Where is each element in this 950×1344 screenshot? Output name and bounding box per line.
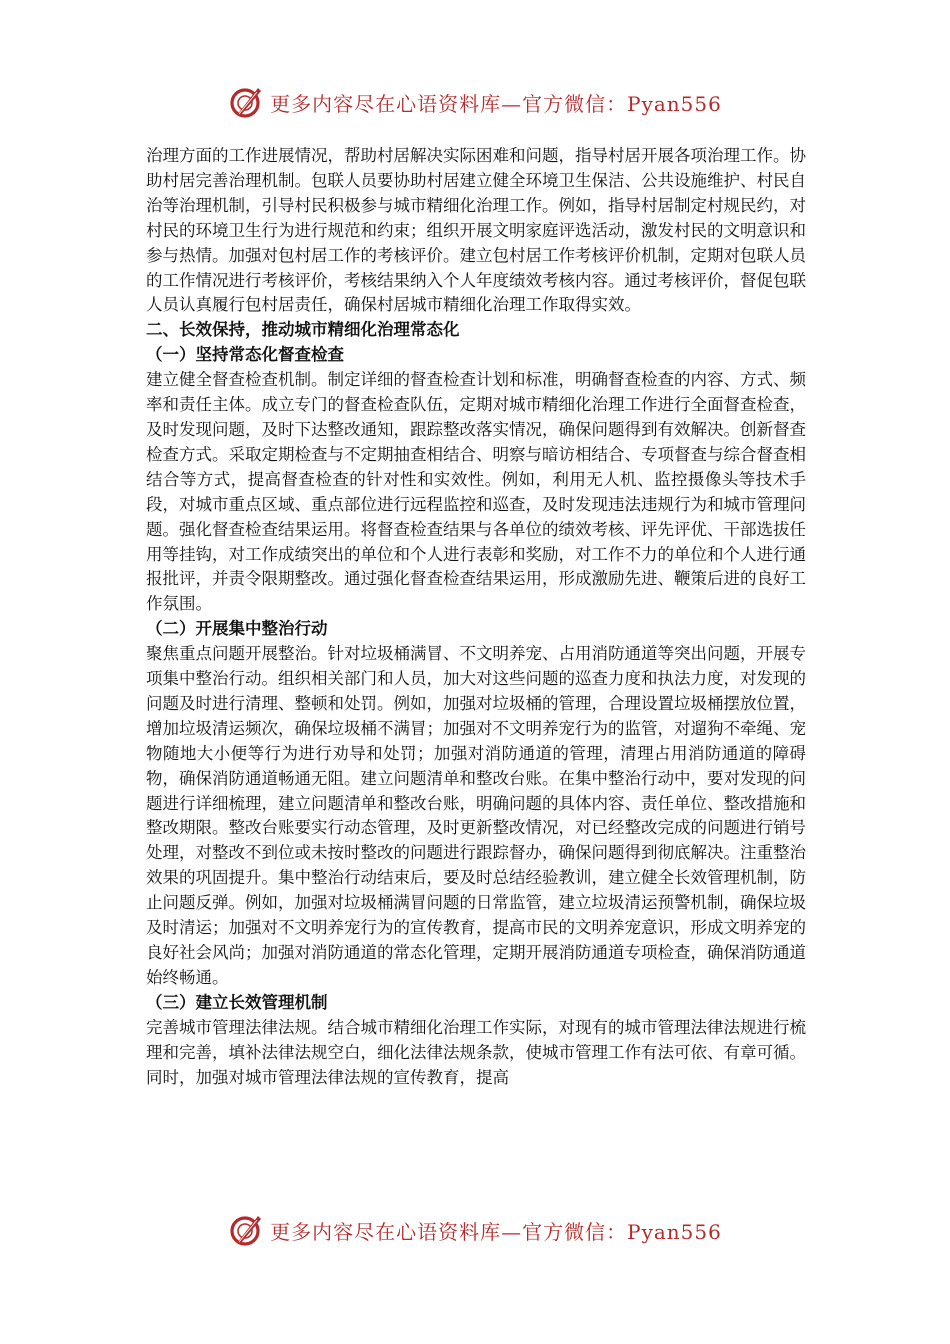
subsection-3-paragraph: 完善城市管理法律法规。结合城市精细化治理工作实际，对现有的城市管理法律法规进行梳理和完善，填补法律法规空白，细化法律法规条款，使城市管理工作有法可依、有章可循。同时，加强对城市管理法律法规的宣传教育，提高 — [146, 1017, 806, 1087]
subsection-2-heading: （二）开展集中整治行动 — [146, 619, 328, 639]
subsection-3-heading: （三）建立长效管理机制 — [146, 992, 328, 1012]
subsection-1-paragraph: 建立健全督查检查机制。制定详细的督查检查计划和标准，明确督查检查的内容、方式、频率和责任主体。成立专门的督查检查队伍，定期对城市精细化治理工作进行全面督查检查，及时发现问题，及时下达整改通知，跟踪整改落实情况，确保问题得到有效解决。创新督查检查方式。采取定期检查与不定期抽查相结合、明察与暗访相结合、专项督查与综合督查相结合等方式，提高督查检查的针对性和实效性。例如，利用无人机、监控摄像头等技术手段，对城市重点区域、重点部位进行远程监控和巡查，及时发现违法违规行为和城市管理问题。强化督查检查结果运用。将督查检查结果与各单位的绩效考核、评先评优、干部选拔任用等挂钩，对工作成绩突出的单位和个人进行表彰和奖励，对工作不力的单位和个人进行通报批评，并责令限期整改。通过强化督查检查结果运用，形成激励先进、鞭策后进的良好工作氛围。 — [146, 370, 806, 614]
header-watermark-banner — [0, 82, 950, 122]
quill-seal-logo-icon — [228, 84, 264, 120]
footer-watermark-banner — [0, 1210, 950, 1250]
header-watermark-text: 更多内容尽在心语资料库—官方微信：Pyan556 — [270, 91, 722, 116]
document-body — [146, 144, 806, 1090]
subsection-2-paragraph: 聚焦重点问题开展整治。针对垃圾桶满冒、不文明养宠、占用消防通道等突出问题，开展专项集中整治行动。组织相关部门和人员，加大对这些问题的巡查力度和执法力度，对发现的问题及时进行清理、整顿和处罚。例如，加强对垃圾桶的管理，合理设置垃圾桶摆放位置，增加垃圾清运频次，确保垃圾桶不满冒；加强对不文明养宠行为的监管，对遛狗不牵绳、宠物随地大小便等行为进行劝导和处罚；加强对消防通道的管理，清理占用消防通道的障碍物，确保消防通道畅通无阻。建立问题清单和整改台账。在集中整治行动中，要对发现的问题进行详细梳理，建立问题清单和整改台账，明确问题的具体内容、责任单位、整改措施和整改期限。整改台账要实行动态管理，及时更新整改情况，对已经整改完成的问题进行销号处理，对整改不到位或未按时整改的问题进行跟踪督办，确保问题得到彻底解决。注重整治效果的巩固提升。集中整治行动结束后，要及时总结经验教训，建立健全长效管理机制，防止问题反弹。例如，加强对垃圾桶满冒问题的日常监管，建立垃圾清运预警机制，确保垃圾及时清运；加强对不文明养宠行为的宣传教育，提高市民的文明养宠意识，形成文明养宠的良好社会风尚；加强对消防通道的常态化管理，定期开展消防通道专项检查，确保消防通道始终畅通。 — [146, 644, 806, 987]
section-2-heading: 二、长效保持，推动城市精细化治理常态化 — [146, 320, 460, 340]
quill-seal-logo-icon — [228, 1212, 264, 1248]
paragraph-intro: 治理方面的工作进展情况，帮助村居解决实际困难和问题，指导村居开展各项治理工作。协助村居完善治理机制。包联人员要协助村居建立健全环境卫生保洁、公共设施维护、村民自治等治理机制，引导村民积极参与城市精细化治理工作。例如，指导村居制定村规民约，对村民的环境卫生行为进行规范和约束；组织开展文明家庭评选活动，激发村民的文明意识和参与热情。加强对包村居工作的考核评价。建立包村居工作考核评价机制，定期对包联人员的工作情况进行考核评价，考核结果纳入个人年度绩效考核内容。通过考核评价，督促包联人员认真履行包村居责任，确保村居城市精细化治理工作取得实效。 — [146, 146, 806, 315]
footer-watermark-text: 更多内容尽在心语资料库—官方微信：Pyan556 — [270, 1219, 722, 1244]
subsection-1-heading: （一）坚持常态化督查检查 — [146, 345, 344, 365]
